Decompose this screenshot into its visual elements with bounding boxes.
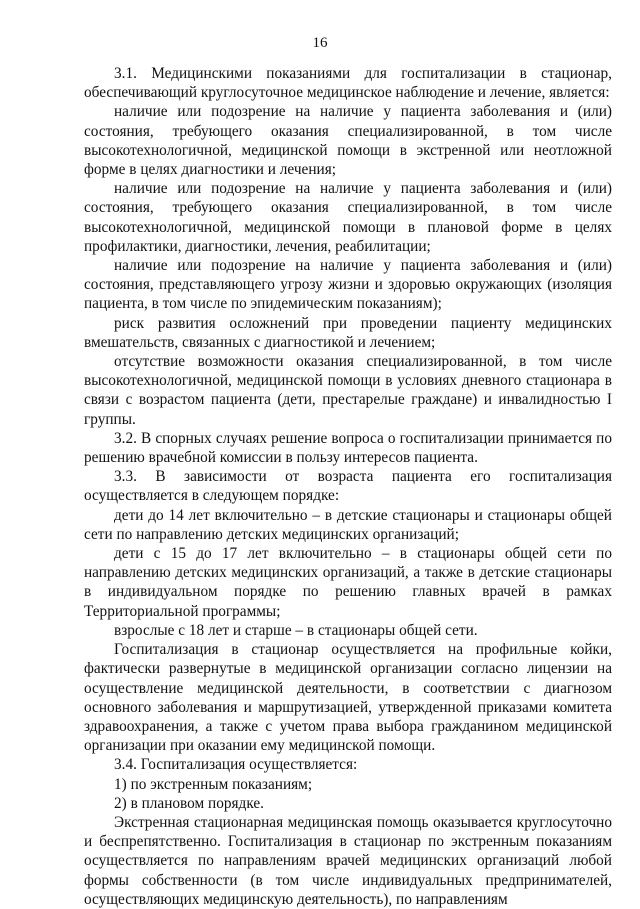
paragraph-profile-beds: Госпитализация в стационар осуществляется на профильные койки, фактически развернутые в медицинской организации согласно лицензии на осуществление медицинской деятельности, в соответствии с диагнозом основного заболевания и маршрутизацией, утвержденной приказами комитета здравоохранения, а также с учетом права выбора гражданином медицинской организации при оказании ему медицинской помощи. [84, 641, 612, 755]
paragraph-complication-risk: риск развития осложнений при проведении пациенту медицинских вмешательств, связанных с диагностикой и лечением; [84, 314, 612, 351]
paragraph-children-to-14: дети до 14 лет включительно – в детские стационары и стационары общей сети по направлению детских медицинских организаций; [84, 506, 612, 543]
list-item-emergency: 1) по экстренным показаниям; [114, 775, 313, 793]
page-number: 16 [312, 35, 328, 51]
paragraph-emergency-care: Экстренная стационарная медицинская помощь оказывается круглосуточно и беспрепятственно. Госпитализация в стационар по экстренным показаниям осуществляется по направлениям врачей медицинских организаций любой формы собственности (в том числе индивидуальных предпринимателей, осуществляющих медицинскую деятельность), по направлениям [84, 813, 612, 908]
paragraph-day-hospital-impossible: отсутствие возможности оказания специализированной, в том числе высокотехнологичной, медицинской помощи в условиях дневного стационара в связи с возрастом пациента (дети, престарелые граждане) и инвалидностью I группы. [84, 353, 612, 428]
paragraph-3-2: 3.2. В спорных случаях решение вопроса о госпитализации принимается по решению врачебной комиссии в пользу интересов пациента. [84, 429, 612, 467]
paragraph-emergency-criterion: наличие или подозрение на наличие у пациента заболевания и (или) состояния, требующего оказания специализированной, в том числе высокотехнологичной, медицинской помощи в экстренной или неотложной форме в целях диагностики и лечения; [84, 103, 612, 179]
document-body [84, 64, 612, 909]
paragraph-3-1: 3.1. Медицинскими показаниями для госпитализации в стационар, обеспечивающий круглосуточное медицинское наблюдение и лечение, является: [84, 65, 612, 102]
paragraph-adults: взрослые с 18 лет и старше – в стационары общей сети. [114, 621, 478, 639]
paragraph-planned-criterion: наличие или подозрение на наличие у пациента заболевания и (или) состояния, требующего оказания специализированной, в том числе высокотехнологичной, медицинской помощи в плановой форме в целях профилактики, диагностики, лечения, реабилитации; [84, 180, 612, 255]
paragraph-3-3: 3.3. В зависимости от возраста пациента его госпитализация осуществляется в следующем порядке: [84, 468, 612, 505]
paragraph-3-4: 3.4. Госпитализация осуществляется: [114, 756, 358, 774]
paragraph-children-15-17: дети с 15 до 17 лет включительно – в стационары общей сети по направлению детских медицинских организаций, а также в детские стационары в индивидуальном порядке по решению главных врачей в рамках Территориальной программы; [84, 545, 612, 620]
list-item-planned: 2) в плановом порядке. [114, 794, 265, 812]
paragraph-epidemic-criterion: наличие или подозрение на наличие у пациента заболевания и (или) состояния, представляющего угрозу жизни и здоровью окружающих (изоляция пациента, в том числе по эпидемическим показаниям); [84, 257, 612, 313]
